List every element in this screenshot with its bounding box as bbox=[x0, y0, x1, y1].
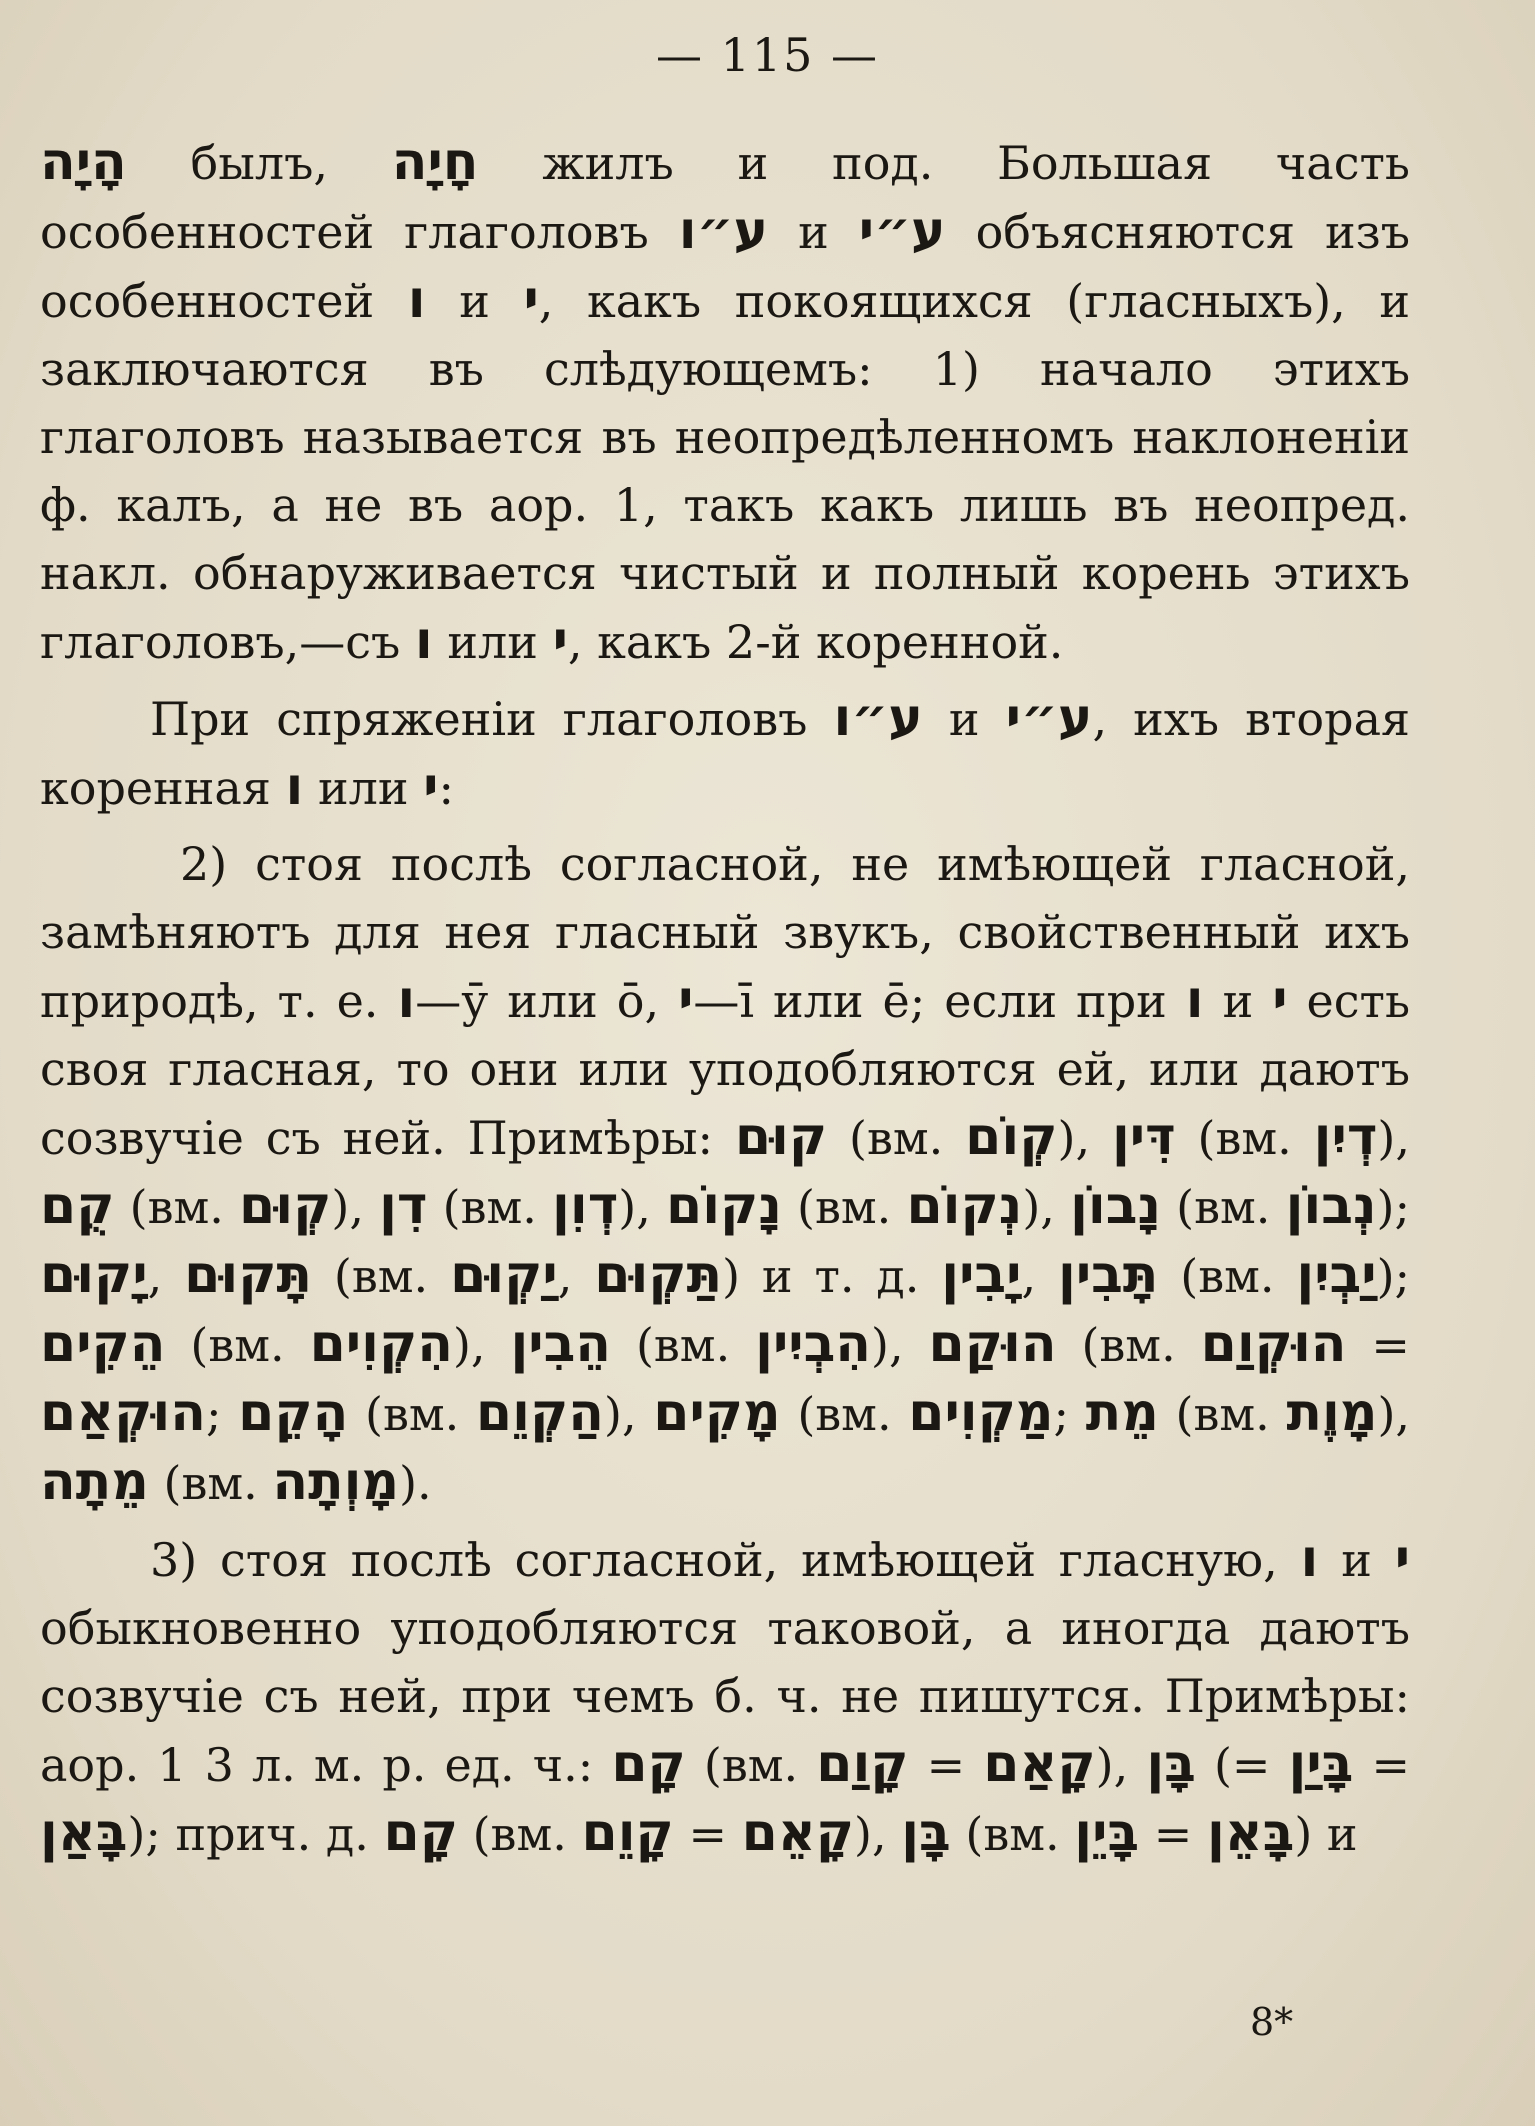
text-run: (вм. bbox=[427, 1180, 553, 1234]
hebrew-word: מָקִים bbox=[653, 1383, 781, 1443]
text-run: ), bbox=[604, 1387, 654, 1441]
text-run: (вм. bbox=[457, 1807, 582, 1861]
text-run: ), bbox=[1377, 1111, 1410, 1165]
hebrew-word: י bbox=[523, 270, 539, 330]
text-run: (вм. bbox=[950, 1807, 1075, 1861]
paragraph bbox=[40, 1525, 1410, 1868]
hebrew-word: בָּאֵן bbox=[1206, 1803, 1295, 1863]
hebrew-word: דְיִן bbox=[1313, 1107, 1378, 1167]
text-run: ); bbox=[1376, 1180, 1410, 1234]
text-run: (вм. bbox=[1161, 1180, 1286, 1234]
text-run: ), bbox=[1022, 1180, 1071, 1234]
text-run: ), bbox=[618, 1180, 666, 1234]
hebrew-word: תַּקְוּם bbox=[594, 1245, 723, 1305]
text-run: (вм. bbox=[781, 1180, 907, 1234]
text-run: , bbox=[147, 1249, 185, 1303]
text-run: ), bbox=[854, 1807, 902, 1861]
text-run: или bbox=[432, 615, 553, 669]
hebrew-word: הוּקַם bbox=[928, 1314, 1057, 1374]
text-run: = bbox=[1346, 1318, 1410, 1372]
printer-signature: 8* bbox=[1250, 2000, 1294, 2044]
hebrew-word: בָּיֵן bbox=[1074, 1803, 1140, 1863]
text-run: есть своя гласная, то они или уподобляются ей, или даютъ созвучіе съ ней. Примѣры: bbox=[40, 974, 1411, 1165]
hebrew-word: ע״י bbox=[858, 201, 946, 261]
text-run: ); прич. д. bbox=[127, 1807, 384, 1861]
text-run: (вм. bbox=[827, 1111, 966, 1165]
hebrew-word: קֻם bbox=[40, 1176, 115, 1236]
text-run: (вм. bbox=[1175, 1111, 1314, 1165]
hebrew-word: יָבִין bbox=[941, 1245, 1022, 1305]
hebrew-word: חָיָה bbox=[391, 132, 479, 192]
text-run: = bbox=[1353, 1738, 1411, 1792]
text-run: объясняются изъ особенностей bbox=[40, 205, 1410, 328]
text-run: ; bbox=[205, 1387, 239, 1441]
text-run: и bbox=[1203, 974, 1273, 1028]
hebrew-word: מָוְתָה bbox=[272, 1452, 400, 1512]
text-run: (вм. bbox=[685, 1738, 817, 1792]
text-run: ). bbox=[399, 1456, 432, 1510]
text-run: ; bbox=[1053, 1387, 1086, 1441]
text-run: , какъ 2-й коренной. bbox=[567, 615, 1064, 669]
hebrew-word: ו bbox=[1300, 1529, 1319, 1589]
text-run: , bbox=[557, 1249, 595, 1303]
hebrew-word: דִּין bbox=[1111, 1107, 1176, 1167]
hebrew-word: דִן bbox=[379, 1176, 428, 1236]
text-run: и bbox=[768, 205, 859, 259]
hebrew-word: הֵקִים bbox=[40, 1314, 166, 1374]
hebrew-word: נְקוֹם bbox=[906, 1176, 1023, 1236]
text-run: = bbox=[908, 1738, 984, 1792]
hebrew-word: קוּם bbox=[734, 1107, 828, 1167]
hebrew-word: י bbox=[552, 611, 568, 671]
hebrew-word: ע״ו bbox=[678, 201, 769, 261]
hebrew-word: תָּקוּם bbox=[184, 1245, 313, 1305]
hebrew-word: קָם bbox=[383, 1803, 458, 1863]
paragraph bbox=[40, 684, 1410, 822]
hebrew-word: מֵתָה bbox=[40, 1452, 149, 1512]
text-run: 2) стоя послѣ согласной, не имѣющей гласной, замѣняютъ для нея гласный звукъ, свойственный ихъ природѣ, т. е. bbox=[40, 837, 1410, 1028]
hebrew-word: מֵת bbox=[1085, 1383, 1159, 1443]
text-run: и bbox=[1318, 1533, 1395, 1587]
page-number: — 115 — bbox=[655, 28, 880, 82]
hebrew-word: קְוּם bbox=[239, 1176, 332, 1236]
text-run: былъ, bbox=[126, 136, 392, 190]
hebrew-word: יַבְיִן bbox=[1296, 1245, 1377, 1305]
text-run: ), bbox=[1095, 1738, 1147, 1792]
hebrew-word: יָקוּם bbox=[40, 1245, 148, 1305]
text-run: ); bbox=[1376, 1249, 1411, 1303]
text-run: обыкновенно уподобляются таковой, а иногда даютъ созвучіе съ ней, при чемъ б. ч. не пишутся. Примѣры: аор. 1 3 л. м. р. ед. ч.: bbox=[40, 1601, 1410, 1792]
text-run: 3) стоя послѣ согласной, имѣющей гласную, bbox=[150, 1533, 1301, 1587]
text-run: ), bbox=[1377, 1387, 1411, 1441]
hebrew-word: י bbox=[1272, 970, 1288, 1030]
text-run: ), bbox=[452, 1318, 511, 1372]
text-run: —ӯ или ō, bbox=[415, 974, 679, 1028]
hebrew-word: הוּקְאַם bbox=[40, 1383, 206, 1443]
text-run: ), bbox=[871, 1318, 929, 1372]
text-run: (вм. bbox=[348, 1387, 476, 1441]
hebrew-word: ו bbox=[285, 757, 304, 817]
hebrew-word: ו bbox=[407, 270, 426, 330]
hebrew-word: בָּן bbox=[1146, 1734, 1196, 1794]
hebrew-word: דְוִן bbox=[552, 1176, 619, 1236]
hebrew-word: הוּקְוַם bbox=[1200, 1314, 1347, 1374]
text-run: , какъ покоящихся (гласныхъ), и заключаются въ слѣдующемъ: 1) начало этихъ глаголовъ называется въ неопредѣленномъ наклоненіи ф. калъ, а не въ аор. 1, такъ какъ лишь въ неопред. накл. обнаруживается чистый и полный корень этихъ глаголовъ,—съ bbox=[40, 274, 1411, 669]
hebrew-word: מַקְוִים bbox=[908, 1383, 1054, 1443]
text-run: (вм. bbox=[1158, 1249, 1297, 1303]
hebrew-word: בָּיַן bbox=[1288, 1734, 1354, 1794]
hebrew-word: נָקוֹם bbox=[666, 1176, 782, 1236]
hebrew-word: ו bbox=[414, 611, 433, 671]
hebrew-word: קָוֵם bbox=[581, 1803, 674, 1863]
hebrew-word: נְבוֹן bbox=[1285, 1176, 1377, 1236]
text-run: ) и т. д. bbox=[722, 1249, 942, 1303]
hebrew-word: ע״ו bbox=[833, 688, 923, 748]
hebrew-word: הָקֵם bbox=[238, 1383, 349, 1443]
hebrew-word: הֵבִין bbox=[510, 1314, 612, 1374]
text-run: (вм. bbox=[148, 1456, 273, 1510]
hebrew-word: קָאֵם bbox=[741, 1803, 854, 1863]
text-run: и bbox=[922, 692, 1006, 746]
hebrew-word: ו bbox=[1185, 970, 1204, 1030]
hebrew-word: הִבְיִין bbox=[755, 1314, 872, 1374]
hebrew-word: בָּאַן bbox=[40, 1803, 128, 1863]
text-run: = bbox=[1139, 1807, 1207, 1861]
text-run: = bbox=[673, 1807, 742, 1861]
text-run: ) и bbox=[1294, 1807, 1358, 1861]
paragraph bbox=[40, 128, 1410, 676]
hebrew-word: ע״י bbox=[1005, 688, 1093, 748]
hebrew-word: תָּבִין bbox=[1057, 1245, 1159, 1305]
hebrew-word: י bbox=[678, 970, 694, 1030]
text-run: , ихъ вторая коренная bbox=[40, 692, 1411, 815]
hebrew-word: בָּן bbox=[901, 1803, 951, 1863]
hebrew-word: קָוַם bbox=[816, 1734, 909, 1794]
text-run: ), bbox=[331, 1180, 380, 1234]
hebrew-word: י bbox=[423, 757, 439, 817]
hebrew-word: קָם bbox=[611, 1734, 686, 1794]
text-run: (= bbox=[1195, 1738, 1289, 1792]
hebrew-word: קְוֹם bbox=[965, 1107, 1058, 1167]
text-run: —ī или ē; если при bbox=[693, 974, 1186, 1028]
text-run: или bbox=[303, 761, 424, 815]
text-run: (вм. bbox=[1158, 1387, 1287, 1441]
text-run: (вм. bbox=[165, 1318, 310, 1372]
text-run: При спряженіи глаголовъ bbox=[150, 692, 834, 746]
hebrew-word: נָבוֹן bbox=[1070, 1176, 1162, 1236]
hebrew-word: מָוֶת bbox=[1286, 1383, 1378, 1443]
paragraph bbox=[40, 830, 1410, 1517]
main-text bbox=[40, 128, 1410, 1868]
hebrew-word: הַקְוֵם bbox=[475, 1383, 604, 1443]
hebrew-word: הִקְוִים bbox=[309, 1314, 453, 1374]
text-run: : bbox=[438, 761, 454, 815]
text-run: (вм. bbox=[1056, 1318, 1201, 1372]
text-run: (вм. bbox=[114, 1180, 240, 1234]
hebrew-word: ו bbox=[397, 970, 416, 1030]
text-run: (вм. bbox=[611, 1318, 756, 1372]
text-run: (вм. bbox=[312, 1249, 451, 1303]
hebrew-word: יַקְוּם bbox=[450, 1245, 558, 1305]
hebrew-word: קָאַם bbox=[983, 1734, 1096, 1794]
hebrew-word: הָיָה bbox=[40, 132, 127, 192]
hebrew-word: י bbox=[1394, 1529, 1411, 1589]
text-run: ), bbox=[1057, 1111, 1112, 1165]
text-run: (вм. bbox=[780, 1387, 909, 1441]
text-run: жилъ и под. Большая часть особенностей глаголовъ bbox=[40, 136, 1410, 259]
text-run: и bbox=[425, 274, 524, 328]
text-run: , bbox=[1021, 1249, 1058, 1303]
